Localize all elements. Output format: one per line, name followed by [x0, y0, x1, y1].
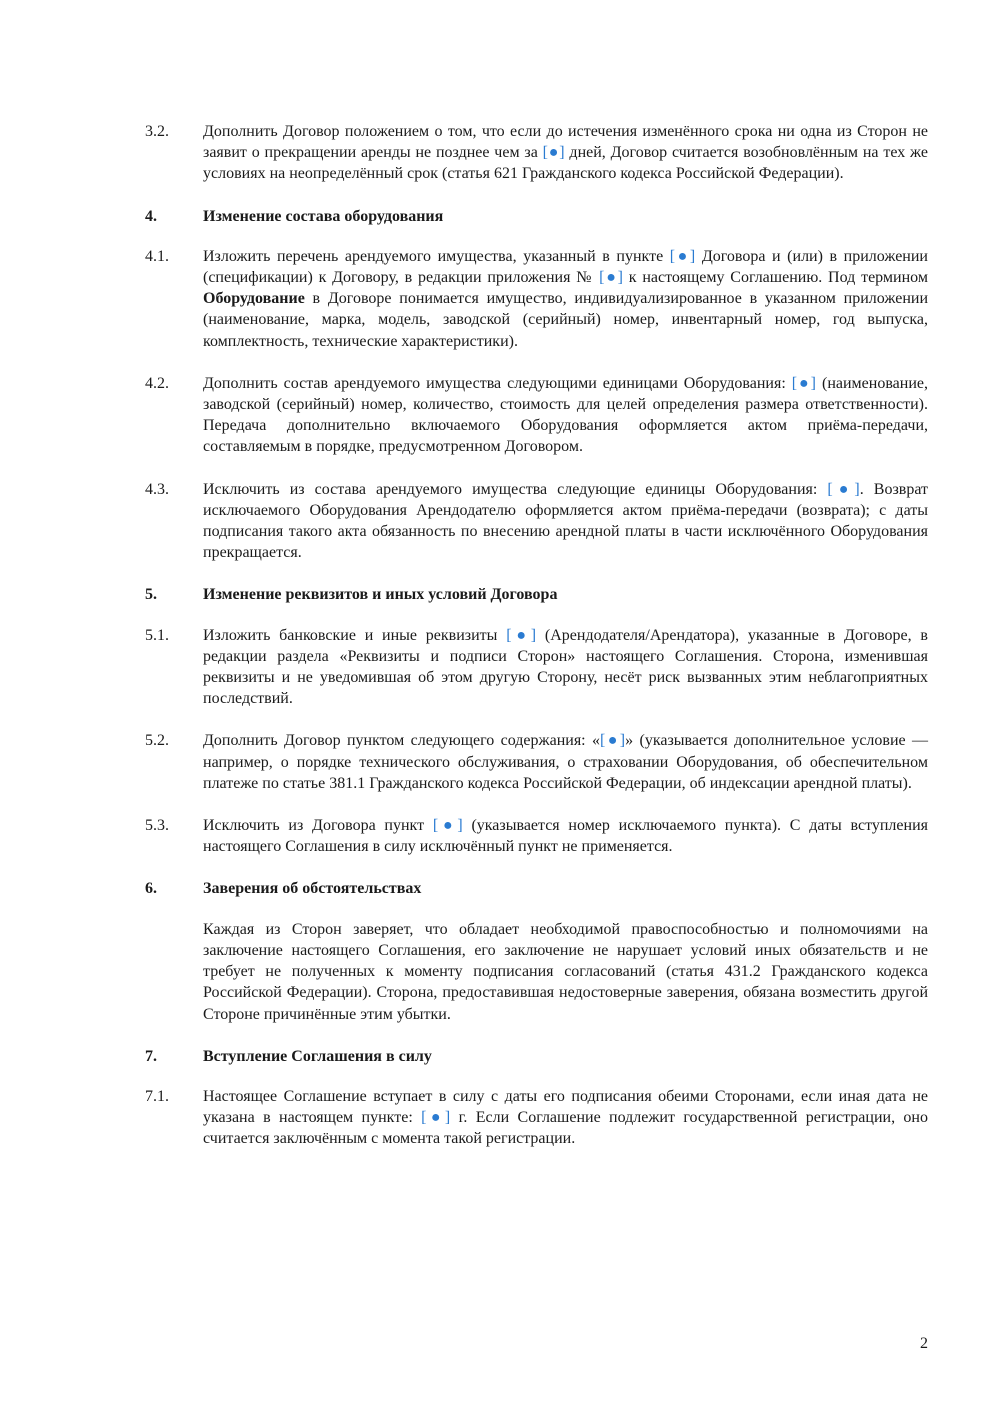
clause-4-1	[145, 246, 928, 352]
clause-number: 5.1.	[145, 626, 169, 644]
clause-number: 3.2.	[145, 123, 169, 140]
clause-text-part: в Договоре понимается имущество, индивидуализированное в указанном приложении (наименование, марка, модель, заводской (серийный) номер, инвентарный номер, год выпуска, комплектность, технические характеристики).	[203, 290, 928, 350]
clause-7-1	[145, 1086, 928, 1150]
section-number: 7.	[145, 1047, 157, 1065]
clause-text-part: (указывается номер исключаемого пункта). С даты вступления настоящего Соглашения в силу исключённый пункт не применяется.	[203, 817, 928, 856]
clause-text-part: Исключить из состава арендуемого имущества следующие единицы Оборудования:	[203, 480, 828, 498]
clause-text	[203, 815, 928, 857]
clause-3-2	[145, 121, 928, 185]
clause-text-part: Изложить перечень арендуемого имущества, указанный в пункте	[203, 247, 670, 265]
clause-4-3	[145, 479, 928, 564]
placeholder-field: [●]	[600, 732, 626, 750]
document-page	[145, 121, 928, 1171]
section-title: Изменение реквизитов и иных условий Договора	[203, 586, 558, 604]
section-6-heading	[145, 878, 928, 899]
clause-text-part: Дополнить Договор положением о том, что если до истечения изменённого срока ни одна из Сторон не заявит о прекращении аренды не позднее чем за	[203, 123, 928, 162]
clause-text-part: » (указывается дополнительное условие — например, о порядке технического обслуживания, о страховании Оборудования, об обеспечительном платеже по статье 381.1 Гражданского кодекса Российской Федерации, об индексации арендной платы).	[203, 732, 928, 792]
placeholder-field: [●]	[432, 817, 463, 835]
clause-text-part: Договора и (или) в приложении (спецификации) к Договору, в редакции приложения №	[203, 247, 928, 287]
section-number: 4.	[145, 207, 157, 225]
clause-text-part: Изложить банковские и иные реквизиты	[203, 626, 507, 644]
clause-text	[203, 121, 928, 185]
section-title: Вступление Соглашения в силу	[203, 1047, 432, 1065]
defined-term: Оборудование	[203, 290, 305, 308]
clause-number: 5.2.	[145, 732, 169, 750]
clause-5-3	[145, 815, 928, 857]
section-title: Изменение состава оборудования	[203, 207, 444, 225]
clause-text-part: (Арендодателя/Арендатора), указанные в Договоре, в редакции раздела «Реквизиты и подписи Сторон» настоящего Соглашения. Сторона, изменившая реквизиты и не уведомившая об этом другую Сторону, несёт риск вызванных этим неблагоприятных последствий.	[203, 626, 928, 708]
clause-4-2	[145, 373, 928, 458]
section-number: 5.	[145, 586, 157, 604]
section-4-heading	[145, 206, 928, 227]
clause-text: Каждая из Сторон заверяет, что обладает необходимой правоспособностью и полномочиями на заключение настоящего Соглашения, его заключение не нарушает условий иных обязательств и не требует не полученных к моменту подписания согласований (статья 431.2 Гражданского кодекса Российской Федерации). Сторона, предоставившая недостоверные заверения, обязана возместить другой Стороне причинённые этим убытки.	[203, 920, 928, 1023]
placeholder-field: [●]	[542, 144, 565, 162]
clause-text-part: г. Если Соглашение подлежит государственной регистрации, оно считается заключённым с момента такой регистрации.	[203, 1109, 928, 1148]
clause-text	[203, 1086, 928, 1150]
clause-5-2	[145, 730, 928, 794]
clause-number: 4.2.	[145, 374, 169, 392]
section-6-paragraph	[145, 919, 928, 1025]
clause-text-part: . Возврат исключаемого Оборудования Арендодателю оформляется актом приёма-передачи (возврата); с даты подписания такого акта обязанность по внесению арендной платы в части исключённого Оборудования прекращается.	[203, 480, 928, 562]
placeholder-field: [●]	[669, 247, 696, 265]
clause-number: 4.3.	[145, 480, 169, 498]
clause-number: 5.3.	[145, 817, 169, 835]
clause-text-part: Дополнить состав арендуемого имущества следующими единицами Оборудования:	[203, 374, 792, 392]
clause-text	[203, 730, 928, 794]
clause-text	[203, 625, 928, 710]
page-number: 2	[920, 1335, 928, 1352]
clause-text	[203, 373, 928, 458]
section-number: 6.	[145, 880, 157, 898]
clause-text-part: (наименование, заводской (серийный) номер, количество, стоимость для целей определения размера ответственности). Передача дополнительно включаемого Оборудования оформляется актом приёма-передачи, составляемым в порядке, предусмотренном Договором.	[203, 374, 929, 456]
clause-number: 4.1.	[145, 247, 169, 265]
clause-number-empty	[145, 919, 203, 1025]
placeholder-field: [●]	[506, 626, 537, 644]
clause-number: 7.1.	[145, 1087, 169, 1105]
clause-text-part: Настоящее Соглашение вступает в силу с даты его подписания обеими Сторонами, если иная дата не указана в настоящем пункте:	[203, 1087, 928, 1127]
placeholder-field: [●]	[791, 374, 817, 392]
clause-text	[203, 246, 928, 352]
section-5-heading	[145, 584, 928, 605]
placeholder-field: [●]	[827, 480, 860, 498]
clause-5-1	[145, 625, 928, 710]
clause-text-part: к настоящему Соглашению. Под термином	[623, 269, 928, 287]
section-title: Заверения об обстоятельствах	[203, 880, 422, 898]
clause-text-part: Дополнить Договор пунктом следующего содержания: «	[203, 732, 601, 750]
placeholder-field: [●]	[421, 1109, 451, 1127]
clause-text	[203, 479, 928, 564]
placeholder-field: [●]	[599, 269, 623, 287]
section-7-heading	[145, 1046, 928, 1067]
clause-text-part: Исключить из Договора пункт	[203, 817, 433, 835]
clause-text-part: дней, Договор считается возобновлённым на тех же условиях на неопределённый срок (статья 621 Гражданского кодекса Российской Федерации).	[203, 144, 928, 183]
